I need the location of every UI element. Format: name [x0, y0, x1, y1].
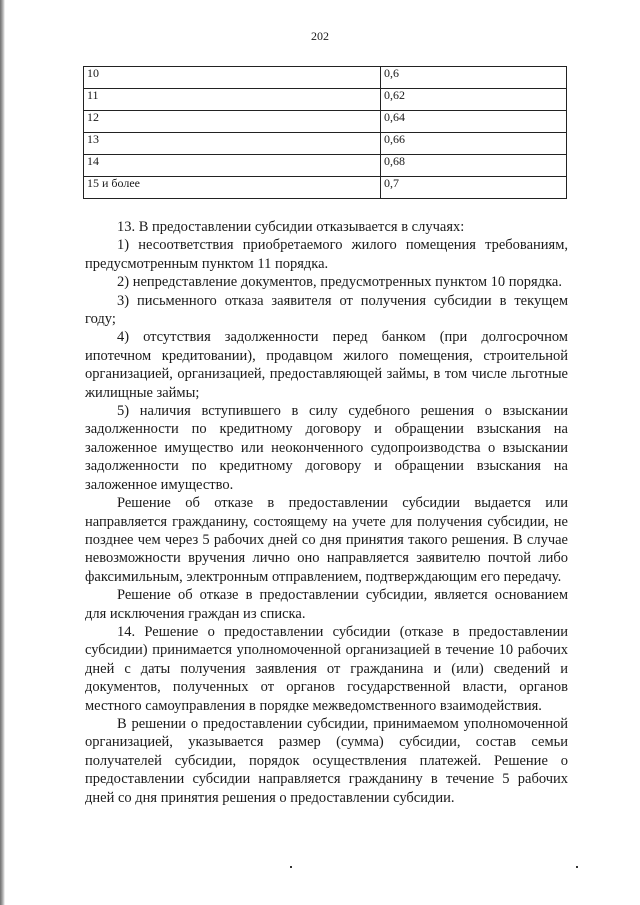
paragraph: 2) непредставление документов, предусмотренных пунктом 10 порядка.	[117, 274, 562, 291]
table-row	[84, 155, 567, 177]
table-row	[84, 133, 567, 155]
table-cell: 13	[84, 133, 381, 155]
scan-speck	[290, 866, 292, 868]
table-row	[84, 177, 567, 199]
paragraph: 4) отсутствия задолженности перед банком (при долгосрочном ипотечном кредитовании), продавцом жилого помещения, строительной организацией, организацией, предоставляющей займы, в том числе льготные жилищные займы;	[85, 329, 568, 401]
paragraph: Решение об отказе в предоставлении субсидии, является основанием для исключения граждан из списка.	[85, 587, 568, 622]
paragraph: 13. В предоставлении субсидии отказывается в случаях:	[117, 219, 465, 235]
table-cell: 0,62	[381, 89, 567, 111]
paragraph: 3) письменного отказа заявителя от получения субсидии в текущем году;	[85, 292, 568, 328]
scan-speck	[576, 866, 578, 868]
table-cell: 15 и более	[84, 177, 381, 199]
table-row	[84, 89, 567, 111]
paragraph: 5) наличия вступившего в силу судебного решения о взыскании задолженности по кредитному договору и обращении взыскания на заложенное имущество или неоконченного судопроизводства о взыскании задолженности по кредитному договору и обращении взыскания на заложенное имущество.	[85, 403, 568, 493]
table-row	[84, 111, 567, 133]
paragraph: 1) несоответствия приобретаемого жилого помещения требованиям, предусмотренным пунктом 11 порядка.	[85, 237, 568, 272]
scan-edge	[0, 0, 5, 905]
page-number: 202	[311, 29, 329, 43]
table-cell: 10	[84, 67, 381, 89]
table-cell: 0,64	[381, 111, 567, 133]
coefficient-table	[83, 66, 567, 199]
table-cell: 12	[84, 111, 381, 133]
table-cell: 11	[84, 89, 381, 111]
paragraph: В решении о предоставлении субсидии, принимаемом уполномоченной организацией, указывается размер (сумма) субсидии, состав семьи получателей субсидии, порядок осуществления платежей. Решение о предоставлении субсидии направляется гражданину в течение 5 рабочих дней со дня принятия решения о предоставлении субсидии.	[85, 715, 568, 806]
table-cell: 0,68	[381, 155, 567, 177]
table-cell: 0,6	[381, 67, 567, 89]
paragraph: Решение об отказе в предоставлении субсидии выдается или направляется гражданину, состоящему на учете для получения субсидии, не позднее чем через 5 рабочих дней со дня принятия такого решения. В случае невозможности вручения лично оно направляется заявителю почтой либо факсимильным, электронным отправлением, подтверждающим его передачу.	[85, 495, 568, 585]
paragraph: 14. Решение о предоставлении субсидии (отказе в предоставлении субсидии) принимается уполномоченной организацией в течение 10 рабочих дней с даты получения заявления от гражданина и (или) сведений и документов, полученных от органов государственной власти, органов местного самоуправления в порядке межведомственного взаимодействия.	[85, 623, 568, 714]
table-cell: 0,7	[381, 177, 567, 199]
table-row	[84, 67, 567, 89]
table-cell: 0,66	[381, 133, 567, 155]
table-cell: 14	[84, 155, 381, 177]
document-body	[85, 218, 568, 807]
